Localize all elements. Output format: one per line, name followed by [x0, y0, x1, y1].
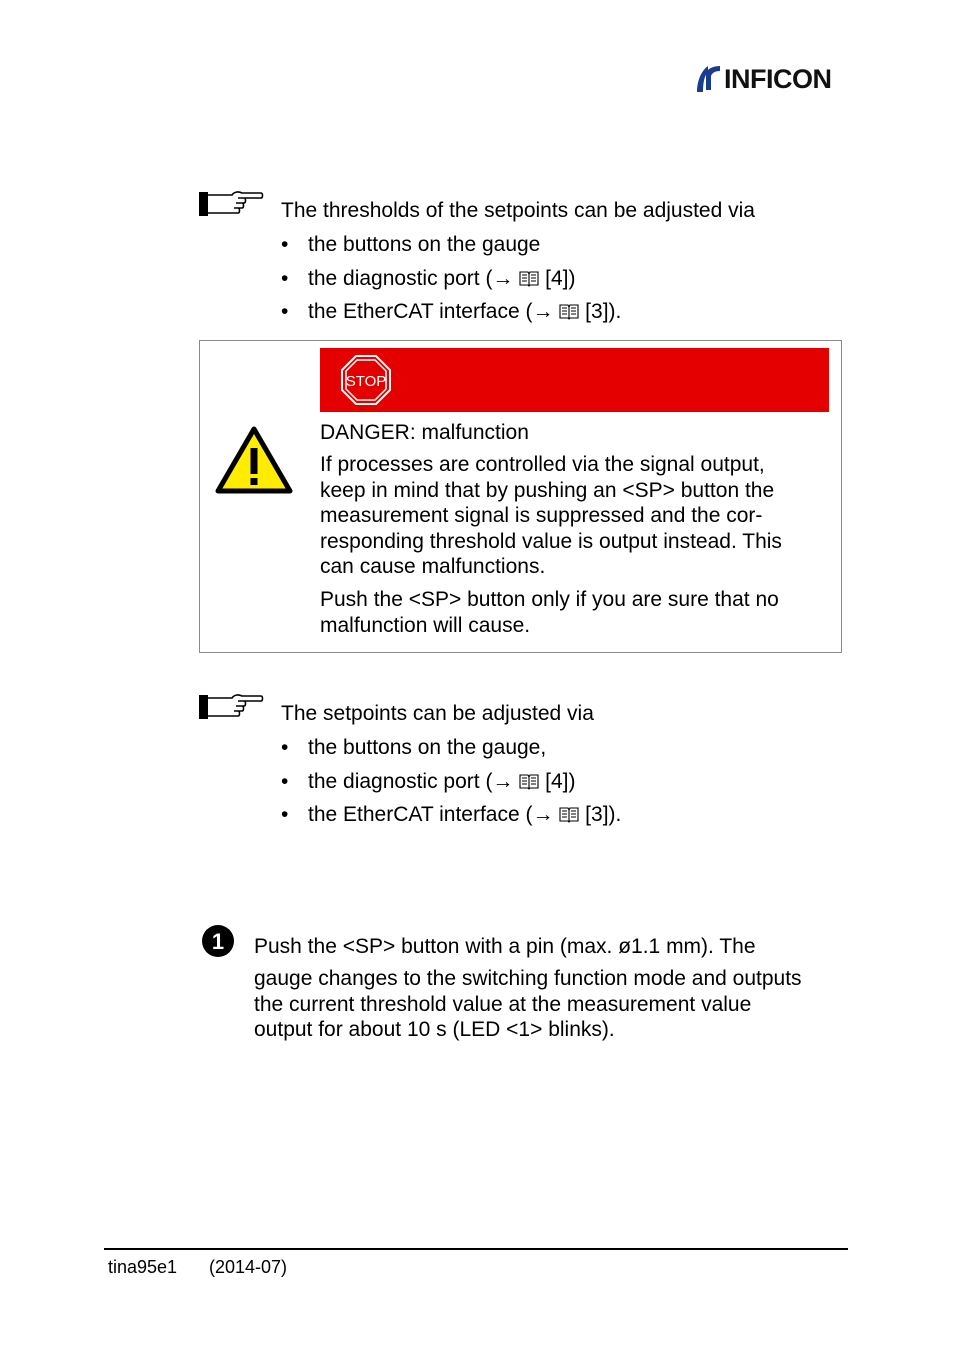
list-item: • the EtherCAT interface (→ [3]).: [281, 299, 621, 333]
stop-label: STOP: [345, 373, 387, 390]
list-item: • the diagnostic port (→ [4]): [281, 266, 621, 300]
stop-sign-icon: [341, 355, 391, 405]
pointing-hand-icon: [198, 189, 264, 219]
footer-divider: [104, 1248, 848, 1250]
warning-triangle-icon: [215, 426, 293, 494]
list-item: • the EtherCAT interface (→ [3]).: [281, 802, 621, 836]
danger-title: DANGER: malfunction: [320, 421, 529, 444]
book-reference-icon: [519, 270, 539, 287]
footer-doc-id: tina95e1: [108, 1257, 178, 1277]
list-item: • the buttons on the gauge: [281, 232, 621, 266]
book-reference-icon: [519, 773, 539, 790]
danger-paragraph-2: Push the <SP> button only if you are sure that no malfunction will cause.: [320, 588, 779, 637]
note1-lead: The thresholds of the setpoints can be adjusted via: [281, 199, 755, 222]
logo-text: INFICON: [724, 64, 832, 94]
danger-banner: [320, 348, 829, 412]
list-item: • the buttons on the gauge,: [281, 735, 621, 769]
list-item: • the diagnostic port (→ [4]): [281, 769, 621, 803]
book-reference-icon: [559, 806, 579, 823]
note2-lead: The setpoints can be adjusted via: [281, 702, 594, 725]
step-number: 1: [211, 929, 225, 954]
danger-paragraph-1: If processes are controlled via the signal output, keep in mind that by pushing an <SP> button the measurement signal is suppressed and the cor- responding threshold value is output instead. This can cause malfunctions.: [320, 453, 782, 578]
note2-list: [281, 735, 621, 836]
step-line-1: Push the <SP> button with a pin (max. ø1.1 mm). The: [254, 935, 756, 958]
book-reference-icon: [559, 303, 579, 320]
footer-date: (2014-07): [209, 1257, 288, 1277]
company-logo: [694, 62, 846, 96]
step-number-one-icon: [201, 924, 235, 958]
pointing-hand-icon: [198, 692, 264, 722]
note1-list: [281, 232, 621, 333]
inficon-logo-icon: [694, 62, 722, 96]
step-body: gauge changes to the switching function mode and outputs the current threshold value at the measurement value output for about 10 s (LED <1> blinks).: [254, 967, 802, 1041]
